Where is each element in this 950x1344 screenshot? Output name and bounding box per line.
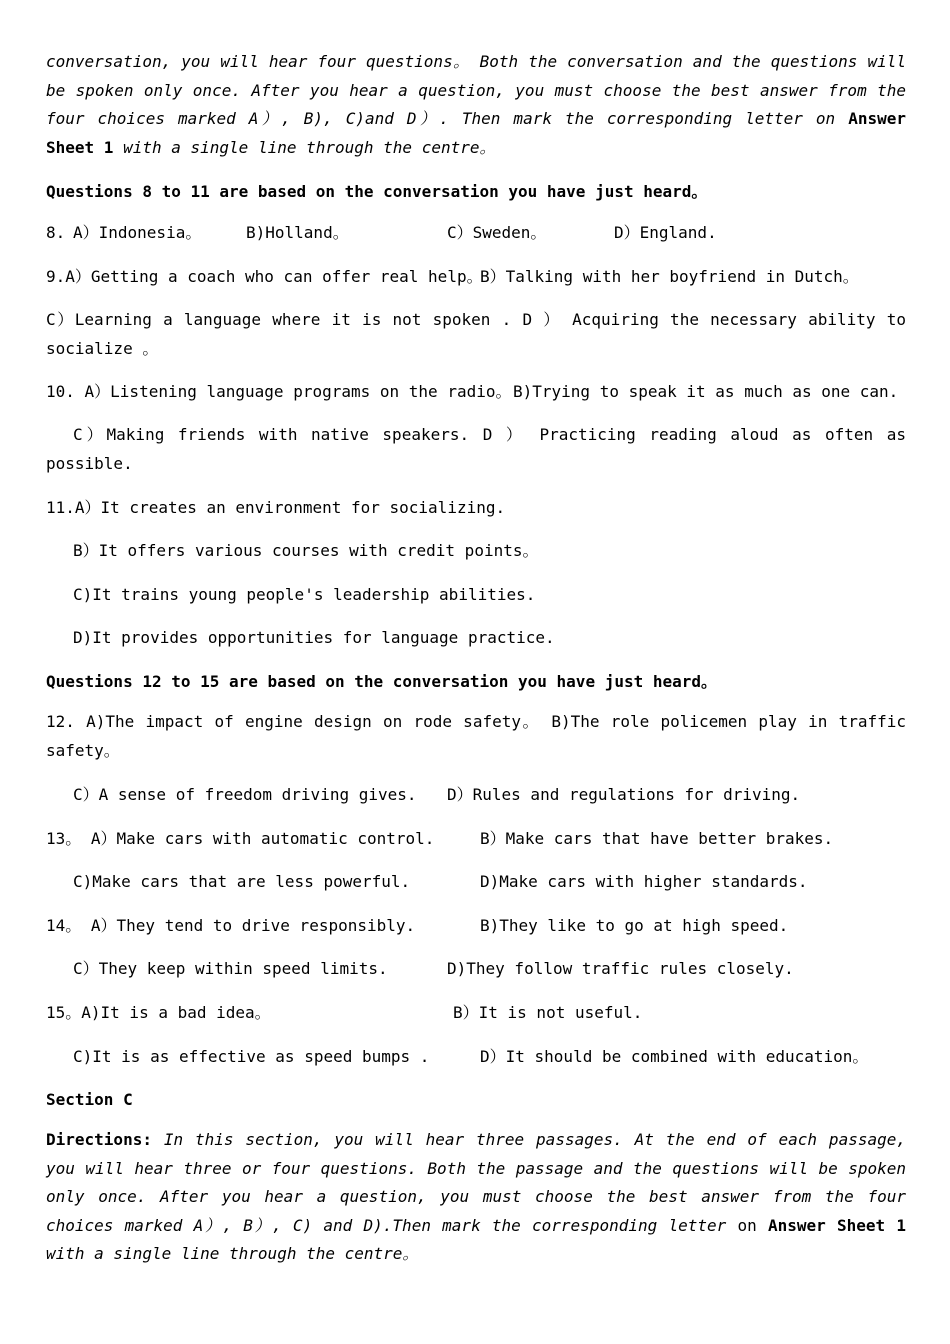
intro-text-1: conversation, you will hear four questions。 Both the conversation and the questions will be spoken only once. After you hear a question, you must choose the best answer from the four choices marked A）, B), C)and D）. Then mark the corresponding letter on (46, 52, 906, 128)
q12-options-a-b[interactable]: 12. A)The impact of engine design on rode safety。 B)The role policemen play in traffic safety。 (46, 712, 906, 760)
q10-options-c-d[interactable]: C）Making friends with native speakers. D ） Practicing reading aloud as often as possible. (46, 425, 906, 473)
directions-paragraph (46, 1126, 906, 1269)
heading-questions-12-15: Questions 12 to 15 are based on the conversation you have just heard。 (46, 672, 718, 691)
q15-option-c[interactable]: C)It is as effective as speed bumps . (73, 1047, 430, 1066)
q11-option-a[interactable]: 11.A）It creates an environment for socializing. (46, 498, 506, 517)
q9-options-c-d[interactable]: C）Learning a language where it is not spoken . D ） Acquiring the necessary ability to socialize 。 (46, 310, 906, 358)
q11-option-b[interactable]: B）It offers various courses with credit points。 (73, 541, 539, 560)
q15-option-a[interactable]: 15。A)It is a bad idea。 (46, 1003, 271, 1022)
q14-option-c[interactable]: C）They keep within speed limits. (73, 959, 388, 978)
directions-on: on (737, 1215, 757, 1235)
answer-sheet-label: Answer Sheet 1 (46, 109, 906, 157)
q11-option-c[interactable]: C)It trains young people's leadership abilities. (73, 585, 536, 604)
q14-option-d[interactable]: D)They follow traffic rules closely. (447, 959, 794, 978)
q14-option-b[interactable]: B)They like to go at high speed. (480, 916, 789, 935)
q12-option-c[interactable]: C）A sense of freedom driving gives. (73, 785, 417, 804)
heading-questions-8-11: Questions 8 to 11 are based on the conversation you have just heard。 (46, 182, 708, 201)
q8-number: 8. (46, 223, 66, 242)
q12-option-d[interactable]: D）Rules and regulations for driving. (447, 785, 801, 804)
q13-option-a[interactable]: 13。 A）Make cars with automatic control. (46, 829, 435, 848)
section-c-title: Section C (46, 1090, 133, 1109)
q11-option-d[interactable]: D)It provides opportunities for language practice. (73, 628, 555, 647)
intro-text-2: with a single line through the centre。 (123, 137, 496, 157)
q13-option-d[interactable]: D)Make cars with higher standards. (480, 872, 808, 891)
q13-option-b[interactable]: B）Make cars that have better brakes. (480, 829, 834, 848)
directions-text-1: In this section, you will hear three passages. At the end of each passage, you will hear three or four questions. Both the passage and the questions will be spoken only once. After you hear a question, you must choose the best answer from the four choices marked A）, B）, C) and D).Then mark the corresponding letter (46, 1130, 906, 1235)
q8-option-c[interactable]: C）Sweden。 (447, 223, 547, 242)
question-12-line-1 (46, 708, 906, 765)
q15-option-d[interactable]: D）It should be combined with education。 (480, 1047, 869, 1066)
directions-label: Directions: (46, 1130, 152, 1149)
q9-option-b[interactable]: B）Talking with her boyfriend in Dutch。 (480, 267, 859, 286)
question-9-line-2 (46, 306, 906, 363)
q8-option-b[interactable]: B)Holland。 (246, 223, 349, 242)
directions-text-2: with a single line through the centre。 (46, 1244, 419, 1263)
q10-option-a[interactable]: 10. A）Listening language programs on the radio。 (46, 382, 512, 401)
q9-option-a[interactable]: 9.A）Getting a coach who can offer real help。 (46, 267, 483, 286)
q15-option-b[interactable]: B）It is not useful. (453, 1003, 643, 1022)
q8-option-a[interactable]: A）Indonesia。 (73, 223, 202, 242)
q10-option-b[interactable]: B)Trying to speak it as much as one can. (513, 382, 899, 401)
q8-option-d[interactable]: D）England. (614, 223, 717, 242)
directions-answer-sheet-label: Answer Sheet 1 (767, 1215, 906, 1235)
question-10-line-2 (46, 421, 906, 478)
q13-option-c[interactable]: C)Make cars that are less powerful. (73, 872, 411, 891)
intro-paragraph (46, 48, 906, 162)
q14-option-a[interactable]: 14。 A）They tend to drive responsibly. (46, 916, 416, 935)
